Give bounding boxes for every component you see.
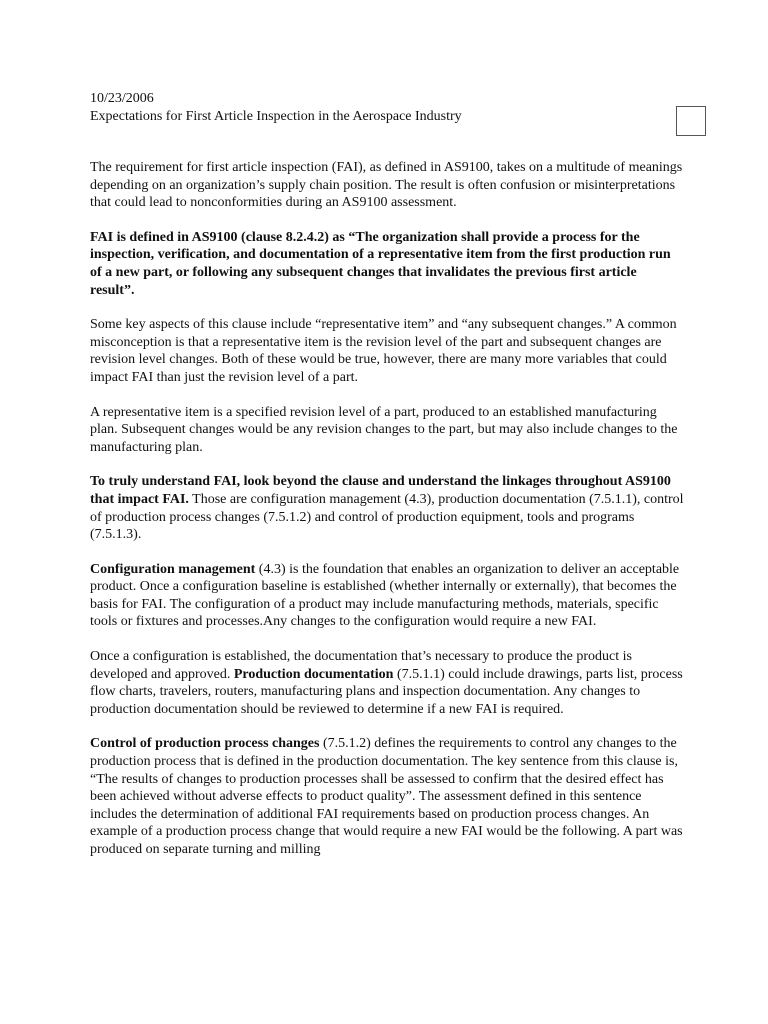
paragraph-process-changes [90,735,684,858]
paragraph-key-aspects: Some key aspects of this clause include “representative item” and “any subsequent changes.” A common misconception is that a representative item is the revision level of the part and subsequent changes are revision level changes. Both of these would be true, however, there are many more variables that could impact FAI than just the revision level of a part. [90,317,677,385]
paragraph-intro: The requirement for first article inspection (FAI), as defined in AS9100, takes on a multitude of meanings depending on an organization’s supply chain position. The result is often confusion or misinterpretations that could lead to nonconformities during an AS9100 assessment. [90,160,683,211]
document-header [90,90,462,126]
paragraph-production-documentation [90,648,684,718]
configuration-management-text: (4.3) is the foundation that enables an organization to deliver an acceptable product. Once a configuration baseline is established (whether internally or externally), that becomes the basis for FAI. The configuration of a product may include manufacturing methods, materials, specific tools or fixtures and processes.Any changes to the configuration would require a new FAI. [90,561,680,630]
document-date: 10/23/2006 [90,91,154,106]
document-body [90,159,684,876]
production-documentation-text: (7.5.1.1) could include drawings, parts list, process flow charts, travelers, routers, manufacturing plans and inspection documentation. Any changes to production documentation should be reviewed to determine if a new FAI is required. [90,666,683,717]
linkages-lead: To truly understand FAI, look beyond the clause and understand the linkages throughout AS9100 that impact FAI. [90,474,671,507]
process-changes-text: (7.5.1.2) defines the requirements to control any changes to the production process that is defined in the production documentation. The key sentence from this clause is, “The results of changes to production processes shall be assessed to confirm that the desired effect has been achieved without adverse effects to product quality”. The assessment defined in this sentence includes the determination of additional FAI requirements based on production process changes. An example of a production process change that would require a new FAI would be the following. A part was produced on separate turning and milling [90,736,683,857]
production-documentation-intro: Once a configuration is established, the documentation that’s necessary to produce the product is developed and approved. [90,649,632,682]
paragraph-linkages [90,473,684,543]
definition-quote: FAI is defined in AS9100 (clause 8.2.4.2) as “The organization shall provide a process for the inspection, verification, and documentation of a representative item from the first production run of a new part, or following any subsequent changes that invalidates the previous first article result”. [90,229,671,298]
paragraph-configuration-management [90,561,684,631]
production-documentation-term: Production documentation [233,666,394,682]
linkages-text: Those are configuration management (4.3), production documentation (7.5.1.1), control of production process changes (7.5.1.2) and control of production equipment, tools and programs (7.5.1.3). [90,491,684,543]
paragraph-representative-item: A representative item is a specified revision level of a part, produced to an established manufacturing plan. Subsequent changes would be any revision changes to the part, but may also include changes to the manufacturing plan. [90,404,678,455]
process-changes-term: Control of production process changes [90,736,320,752]
configuration-management-term: Configuration management [90,561,256,577]
empty-checkbox [676,106,706,136]
document-title: Expectations for First Article Inspection in the Aerospace Industry [90,109,462,124]
paragraph-definition [90,229,684,299]
